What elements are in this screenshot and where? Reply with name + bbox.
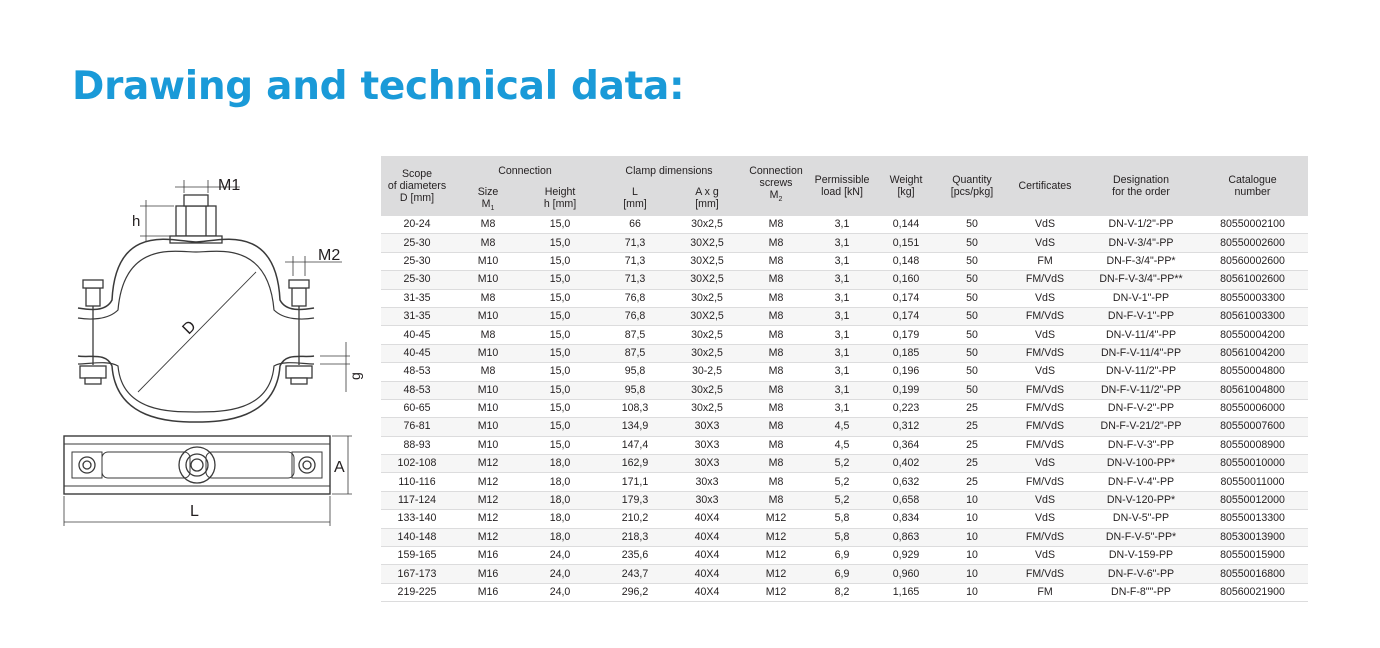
cell-designation: DN-F-V-6"-PP (1085, 565, 1197, 583)
cell-axg: 30X2,5 (673, 234, 741, 252)
cell-designation: DN-V-3/4"-PP (1085, 234, 1197, 252)
cell-quantity: 10 (939, 510, 1005, 528)
cell-size: M10 (453, 436, 523, 454)
cell-height: 15,0 (523, 436, 597, 454)
cell-height: 15,0 (523, 418, 597, 436)
cell-screws: M8 (741, 473, 811, 491)
cell-certificate: FM/VdS (1005, 473, 1085, 491)
cell-weight: 0,185 (873, 344, 939, 362)
cell-scope: 102-108 (381, 455, 453, 473)
cell-axg: 30X2,5 (673, 307, 741, 325)
technical-data-table (381, 156, 1308, 602)
cell-weight: 0,960 (873, 565, 939, 583)
cell-screws: M8 (741, 363, 811, 381)
header-connection-screws: Connection screws $M_2$ (741, 156, 811, 216)
cell-screws: M8 (741, 216, 811, 234)
cell-weight: 0,223 (873, 399, 939, 417)
cell-length: 296,2 (597, 583, 673, 601)
cell-designation: DN-F-V-5"-PP* (1085, 528, 1197, 546)
cell-catalogue-number: 80550012000 (1197, 491, 1308, 509)
cell-designation: DN-V-1"-PP (1085, 289, 1197, 307)
cell-weight: 0,160 (873, 271, 939, 289)
cell-weight: 1,165 (873, 583, 939, 601)
cell-height: 15,0 (523, 344, 597, 362)
cell-size: M10 (453, 418, 523, 436)
cell-load: 5,2 (811, 491, 873, 509)
cell-scope: 25-30 (381, 271, 453, 289)
cell-screws: M8 (741, 436, 811, 454)
cell-length: 147,4 (597, 436, 673, 454)
cell-certificate: VdS (1005, 455, 1085, 473)
cell-certificate: VdS (1005, 326, 1085, 344)
cell-load: 3,1 (811, 326, 873, 344)
cell-axg: 40X4 (673, 528, 741, 546)
table-row (381, 510, 1308, 528)
cell-catalogue-number: 80550007600 (1197, 418, 1308, 436)
cell-size: M12 (453, 455, 523, 473)
cell-certificate: VdS (1005, 216, 1085, 234)
cell-size: M16 (453, 547, 523, 565)
cell-height: 15,0 (523, 289, 597, 307)
cell-height: 15,0 (523, 307, 597, 325)
cell-size: M8 (453, 216, 523, 234)
cell-length: 87,5 (597, 344, 673, 362)
cell-certificate: FM (1005, 252, 1085, 270)
cell-length: 95,8 (597, 363, 673, 381)
cell-scope: 31-35 (381, 289, 453, 307)
cell-catalogue-number: 80550006000 (1197, 399, 1308, 417)
header-designation: Designation for the order (1085, 156, 1197, 216)
cell-scope: 76-81 (381, 418, 453, 436)
cell-weight: 0,196 (873, 363, 939, 381)
cell-size: M8 (453, 326, 523, 344)
table-row (381, 547, 1308, 565)
cell-scope: 219-225 (381, 583, 453, 601)
cell-catalogue-number: 80550002600 (1197, 234, 1308, 252)
cell-quantity: 25 (939, 399, 1005, 417)
table-row (381, 363, 1308, 381)
table-row (381, 473, 1308, 491)
cell-length: 76,8 (597, 289, 673, 307)
cell-certificate: VdS (1005, 289, 1085, 307)
cell-size: M8 (453, 363, 523, 381)
cell-designation: DN-F-V-11/4"-PP (1085, 344, 1197, 362)
cell-designation: DN-V-11/4"-PP (1085, 326, 1197, 344)
cell-load: 3,1 (811, 234, 873, 252)
table-row (381, 344, 1308, 362)
cell-length: 71,3 (597, 234, 673, 252)
cell-quantity: 50 (939, 216, 1005, 234)
cell-weight: 0,179 (873, 326, 939, 344)
cell-scope: 40-45 (381, 326, 453, 344)
cell-quantity: 50 (939, 381, 1005, 399)
cell-scope: 25-30 (381, 234, 453, 252)
header-clamp-dimensions: Clamp dimensions (597, 156, 741, 186)
cell-weight: 0,863 (873, 528, 939, 546)
cell-height: 18,0 (523, 528, 597, 546)
cell-length: 235,6 (597, 547, 673, 565)
cell-length: 134,9 (597, 418, 673, 436)
cell-height: 18,0 (523, 491, 597, 509)
cell-designation: DN-F-8""-PP (1085, 583, 1197, 601)
cell-screws: M8 (741, 307, 811, 325)
cell-designation: DN-F-V-11/2"-PP (1085, 381, 1197, 399)
cell-catalogue-number: 80530013900 (1197, 528, 1308, 546)
cell-size: M8 (453, 289, 523, 307)
cell-size: M12 (453, 473, 523, 491)
cell-axg: 30x2,5 (673, 326, 741, 344)
cell-load: 5,8 (811, 528, 873, 546)
clamp-drawing (50, 160, 370, 530)
cell-catalogue-number: 80550016800 (1197, 565, 1308, 583)
cell-screws: M8 (741, 491, 811, 509)
cell-quantity: 25 (939, 436, 1005, 454)
cell-catalogue-number: 80550004200 (1197, 326, 1308, 344)
cell-load: 4,5 (811, 418, 873, 436)
cell-catalogue-number: 80561002600 (1197, 271, 1308, 289)
table-row (381, 583, 1308, 601)
cell-load: 5,8 (811, 510, 873, 528)
cell-height: 24,0 (523, 565, 597, 583)
page-title: Drawing and technical data: (72, 64, 685, 109)
cell-size: M10 (453, 252, 523, 270)
cell-designation: DN-V-1/2"-PP (1085, 216, 1197, 234)
label-h: h (132, 213, 141, 230)
table-body (381, 216, 1308, 602)
cell-size: M16 (453, 583, 523, 601)
cell-certificate: FM/VdS (1005, 399, 1085, 417)
table-row (381, 289, 1308, 307)
cell-load: 3,1 (811, 307, 873, 325)
cell-height: 15,0 (523, 326, 597, 344)
cell-height: 24,0 (523, 547, 597, 565)
cell-axg: 30X3 (673, 455, 741, 473)
cell-designation: DN-F-V-3"-PP (1085, 436, 1197, 454)
cell-size: M16 (453, 565, 523, 583)
cell-length: 179,3 (597, 491, 673, 509)
table-row (381, 436, 1308, 454)
cell-scope: 133-140 (381, 510, 453, 528)
cell-certificate: FM/VdS (1005, 271, 1085, 289)
cell-length: 71,3 (597, 271, 673, 289)
cell-length: 243,7 (597, 565, 673, 583)
header-axg: A x g [mm] (673, 186, 741, 216)
table-row (381, 234, 1308, 252)
cell-load: 3,1 (811, 363, 873, 381)
cell-screws: M12 (741, 547, 811, 565)
cell-weight: 0,151 (873, 234, 939, 252)
cell-quantity: 10 (939, 491, 1005, 509)
cell-catalogue-number: 80550015900 (1197, 547, 1308, 565)
cell-length: 218,3 (597, 528, 673, 546)
cell-screws: M12 (741, 510, 811, 528)
cell-load: 3,1 (811, 399, 873, 417)
cell-screws: M8 (741, 234, 811, 252)
cell-axg: 30X3 (673, 418, 741, 436)
cell-axg: 40X4 (673, 565, 741, 583)
cell-screws: M8 (741, 252, 811, 270)
cell-size: M10 (453, 399, 523, 417)
cell-designation: DN-F-V-3/4"-PP** (1085, 271, 1197, 289)
cell-height: 18,0 (523, 455, 597, 473)
cell-screws: M8 (741, 381, 811, 399)
cell-certificate: FM/VdS (1005, 344, 1085, 362)
cell-load: 3,1 (811, 271, 873, 289)
cell-quantity: 50 (939, 289, 1005, 307)
cell-screws: M8 (741, 344, 811, 362)
table-row (381, 307, 1308, 325)
cell-designation: DN-V-159-PP (1085, 547, 1197, 565)
table-row (381, 399, 1308, 417)
cell-screws: M8 (741, 289, 811, 307)
cell-axg: 30-2,5 (673, 363, 741, 381)
cell-screws: M8 (741, 271, 811, 289)
cell-height: 24,0 (523, 583, 597, 601)
cell-screws: M12 (741, 565, 811, 583)
cell-designation: DN-V-120-PP* (1085, 491, 1197, 509)
cell-quantity: 25 (939, 473, 1005, 491)
table-row (381, 326, 1308, 344)
cell-scope: 60-65 (381, 399, 453, 417)
cell-scope: 88-93 (381, 436, 453, 454)
cell-screws: M8 (741, 418, 811, 436)
cell-length: 162,9 (597, 455, 673, 473)
cell-quantity: 50 (939, 234, 1005, 252)
cell-load: 3,1 (811, 252, 873, 270)
cell-weight: 0,174 (873, 307, 939, 325)
cell-catalogue-number: 80550013300 (1197, 510, 1308, 528)
cell-load: 4,5 (811, 436, 873, 454)
cell-height: 15,0 (523, 363, 597, 381)
cell-scope: 31-35 (381, 307, 453, 325)
cell-load: 5,2 (811, 455, 873, 473)
cell-size: M12 (453, 491, 523, 509)
cell-length: 76,8 (597, 307, 673, 325)
cell-certificate: VdS (1005, 547, 1085, 565)
cell-catalogue-number: 80550004800 (1197, 363, 1308, 381)
cell-axg: 30x3 (673, 473, 741, 491)
cell-load: 3,1 (811, 289, 873, 307)
cell-weight: 0,199 (873, 381, 939, 399)
cell-catalogue-number: 80550008900 (1197, 436, 1308, 454)
cell-quantity: 50 (939, 363, 1005, 381)
cell-catalogue-number: 80550010000 (1197, 455, 1308, 473)
cell-length: 71,3 (597, 252, 673, 270)
cell-catalogue-number: 80550002100 (1197, 216, 1308, 234)
cell-catalogue-number: 80550011000 (1197, 473, 1308, 491)
table-row (381, 252, 1308, 270)
cell-scope: 159-165 (381, 547, 453, 565)
header-height: Height h [mm] (523, 186, 597, 216)
cell-designation: DN-V-11/2"-PP (1085, 363, 1197, 381)
cell-quantity: 10 (939, 547, 1005, 565)
cell-screws: M12 (741, 528, 811, 546)
cell-axg: 40X4 (673, 510, 741, 528)
cell-weight: 0,929 (873, 547, 939, 565)
cell-scope: 110-116 (381, 473, 453, 491)
cell-size: M12 (453, 528, 523, 546)
cell-scope: 48-53 (381, 381, 453, 399)
cell-scope: 117-124 (381, 491, 453, 509)
cell-scope: 48-53 (381, 363, 453, 381)
cell-size: M10 (453, 344, 523, 362)
cell-weight: 0,402 (873, 455, 939, 473)
cell-quantity: 25 (939, 418, 1005, 436)
cell-designation: DN-F-V-2"-PP (1085, 399, 1197, 417)
cell-catalogue-number: 80561004800 (1197, 381, 1308, 399)
cell-length: 171,1 (597, 473, 673, 491)
cell-quantity: 50 (939, 271, 1005, 289)
table-row (381, 381, 1308, 399)
cell-scope: 25-30 (381, 252, 453, 270)
cell-quantity: 50 (939, 344, 1005, 362)
cell-weight: 0,174 (873, 289, 939, 307)
cell-certificate: FM/VdS (1005, 307, 1085, 325)
table-row (381, 491, 1308, 509)
cell-weight: 0,144 (873, 216, 939, 234)
cell-axg: 30x2,5 (673, 216, 741, 234)
header-scope: Scope of diameters D [mm] (381, 156, 453, 216)
cell-certificate: VdS (1005, 510, 1085, 528)
table-row (381, 271, 1308, 289)
cell-quantity: 50 (939, 307, 1005, 325)
cell-load: 6,9 (811, 565, 873, 583)
header-certificates: Certificates (1005, 156, 1085, 216)
cell-height: 15,0 (523, 381, 597, 399)
cell-axg: 30x3 (673, 491, 741, 509)
cell-designation: DN-F-V-21/2"-PP (1085, 418, 1197, 436)
cell-certificate: VdS (1005, 234, 1085, 252)
cell-certificate: FM/VdS (1005, 418, 1085, 436)
cell-designation: DN-V-5"-PP (1085, 510, 1197, 528)
table-row (381, 216, 1308, 234)
label-m2: M2 (318, 247, 341, 264)
cell-axg: 30x2,5 (673, 289, 741, 307)
cell-weight: 0,658 (873, 491, 939, 509)
cell-height: 15,0 (523, 271, 597, 289)
cell-quantity: 10 (939, 565, 1005, 583)
cell-height: 15,0 (523, 234, 597, 252)
label-a: A (334, 459, 345, 476)
cell-height: 15,0 (523, 252, 597, 270)
header-permissible-load: Permissible load [kN] (811, 156, 873, 216)
cell-size: M10 (453, 271, 523, 289)
cell-axg: 30x2,5 (673, 381, 741, 399)
cell-catalogue-number: 80560002600 (1197, 252, 1308, 270)
cell-load: 3,1 (811, 344, 873, 362)
header-size: Size $M_1$ (453, 186, 523, 216)
cell-quantity: 10 (939, 528, 1005, 546)
cell-length: 87,5 (597, 326, 673, 344)
cell-axg: 40X4 (673, 583, 741, 601)
cell-screws: M8 (741, 399, 811, 417)
cell-height: 18,0 (523, 510, 597, 528)
cell-axg: 30X2,5 (673, 271, 741, 289)
cell-weight: 0,312 (873, 418, 939, 436)
cell-scope: 40-45 (381, 344, 453, 362)
cell-axg: 30X3 (673, 436, 741, 454)
cell-scope: 140-148 (381, 528, 453, 546)
cell-load: 3,1 (811, 216, 873, 234)
cell-catalogue-number: 80561003300 (1197, 307, 1308, 325)
cell-length: 108,3 (597, 399, 673, 417)
header-l: L [mm] (597, 186, 673, 216)
header-weight: Weight [kg] (873, 156, 939, 216)
cell-screws: M8 (741, 326, 811, 344)
cell-length: 66 (597, 216, 673, 234)
cell-scope: 167-173 (381, 565, 453, 583)
header-connection: Connection (453, 156, 597, 186)
label-d: D (179, 317, 200, 338)
cell-height: 18,0 (523, 473, 597, 491)
cell-weight: 0,632 (873, 473, 939, 491)
cell-axg: 40X4 (673, 547, 741, 565)
table-row (381, 418, 1308, 436)
cell-designation: DN-F-V-1"-PP (1085, 307, 1197, 325)
cell-certificate: FM/VdS (1005, 381, 1085, 399)
label-l: L (190, 503, 199, 520)
cell-designation: DN-F-V-4"-PP (1085, 473, 1197, 491)
cell-size: M10 (453, 381, 523, 399)
cell-load: 3,1 (811, 381, 873, 399)
cell-screws: M8 (741, 455, 811, 473)
cell-axg: 30x2,5 (673, 399, 741, 417)
cell-certificate: FM/VdS (1005, 436, 1085, 454)
cell-quantity: 50 (939, 326, 1005, 344)
table-row (381, 528, 1308, 546)
cell-height: 15,0 (523, 399, 597, 417)
cell-size: M12 (453, 510, 523, 528)
cell-weight: 0,834 (873, 510, 939, 528)
cell-load: 6,9 (811, 547, 873, 565)
header-catalogue-number: Catalogue number (1197, 156, 1308, 216)
cell-catalogue-number: 80550003300 (1197, 289, 1308, 307)
cell-quantity: 50 (939, 252, 1005, 270)
cell-certificate: FM (1005, 583, 1085, 601)
cell-certificate: FM/VdS (1005, 528, 1085, 546)
cell-designation: DN-V-100-PP* (1085, 455, 1197, 473)
cell-height: 15,0 (523, 216, 597, 234)
label-g: g (347, 372, 363, 380)
table-row (381, 565, 1308, 583)
cell-quantity: 25 (939, 455, 1005, 473)
cell-certificate: VdS (1005, 491, 1085, 509)
cell-load: 8,2 (811, 583, 873, 601)
header-quantity: Quantity [pcs/pkg] (939, 156, 1005, 216)
cell-quantity: 10 (939, 583, 1005, 601)
label-m1: M1 (218, 177, 241, 194)
cell-size: M10 (453, 307, 523, 325)
cell-catalogue-number: 80561004200 (1197, 344, 1308, 362)
cell-weight: 0,148 (873, 252, 939, 270)
cell-weight: 0,364 (873, 436, 939, 454)
cell-certificate: FM/VdS (1005, 565, 1085, 583)
cell-certificate: VdS (1005, 363, 1085, 381)
cell-length: 95,8 (597, 381, 673, 399)
cell-length: 210,2 (597, 510, 673, 528)
cell-scope: 20-24 (381, 216, 453, 234)
cell-designation: DN-F-3/4"-PP* (1085, 252, 1197, 270)
cell-size: M8 (453, 234, 523, 252)
table-row (381, 455, 1308, 473)
cell-load: 5,2 (811, 473, 873, 491)
cell-screws: M12 (741, 583, 811, 601)
cell-catalogue-number: 80560021900 (1197, 583, 1308, 601)
cell-axg: 30X2,5 (673, 252, 741, 270)
cell-axg: 30x2,5 (673, 344, 741, 362)
